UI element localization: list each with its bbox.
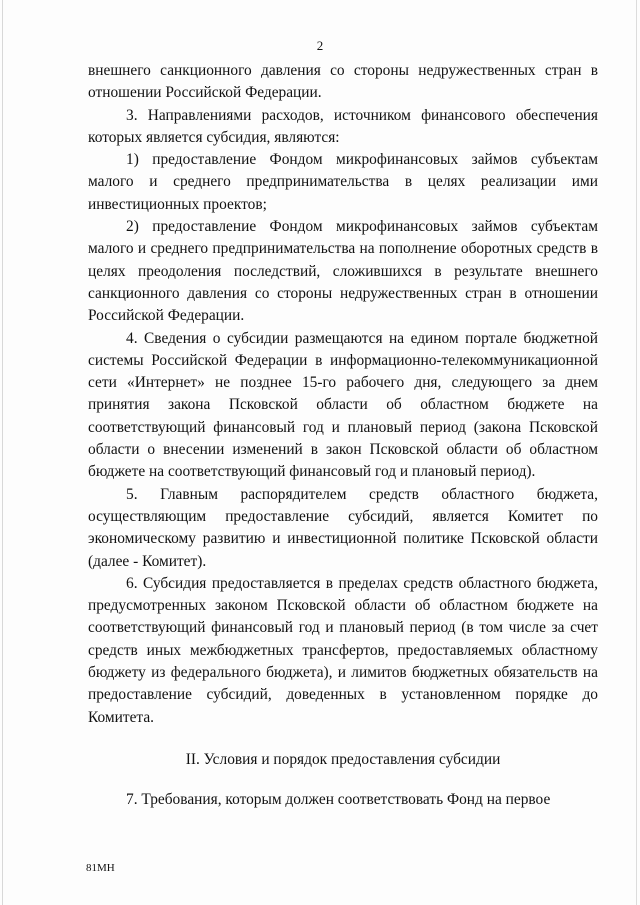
- paragraph-continuation: внешнего санкционного давления со стороны недружественных стран в отношении Российской Федерации.: [88, 62, 598, 102]
- paragraph-5: 5. Главным распорядителем средств областного бюджета, осуществляющим предоставление субсидий, является Комитет по экономическому развитию и инвестиционной политике Псковской области (далее - Комитет).: [88, 485, 598, 570]
- page-number: 2: [316, 38, 324, 53]
- paragraph-4: 4. Сведения о субсидии размещаются на едином портале бюджетной системы Российской Федерации в информационно-телекоммуникационной сети «Интернет» не позднее 15-го рабочего дня, следующего за днем принятия закона Псковской области об областном бюджете на соответствующий финансовый год и плановый период (закона Псковской области о внесении изменений в закон Псковской области об областном бюджете на соответствующий финансовый год и плановый период).: [88, 329, 598, 481]
- section-heading: II. Условия и порядок предоставления субсидии: [185, 750, 501, 768]
- scan-edge-right: [636, 0, 637, 905]
- scan-edge-left: [2, 0, 3, 905]
- paragraph-7: 7. Требования, которым должен соответствовать Фонд на первое: [126, 791, 551, 809]
- footer-code: 81МН: [86, 862, 115, 874]
- document-body: [88, 60, 598, 812]
- paragraph-3: 3. Направлениями расходов, источником финансового обеспечения которых является субсидия, являются:: [88, 106, 598, 146]
- paragraph-6: 6. Субсидия предоставляется в пределах средств областного бюджета, предусмотренных законом Псковской области об областном бюджете на соответствующий финансовый год и плановый период (в том числе за счет средств иных межбюджетных трансфертов, предоставляемых областному бюджету из федерального бюджета), и лимитов бюджетных обязательств на предоставление субсидий, доведенных в установленном порядке до Комитета.: [88, 574, 598, 726]
- paragraph-3-item-2: 2) предоставление Фондом микрофинансовых займов субъектам малого и среднего предпринимательства на пополнение оборотных средств в целях преодоления последствий, сложившихся в результате внешнего санкционного давления со стороны недружественных стран в отношении Российской Федерации.: [88, 218, 598, 325]
- paragraph-3-item-1: 1) предоставление Фондом микрофинансовых займов субъектам малого и среднего предпринимательства в целях реализации ими инвестиционных проектов;: [88, 151, 598, 213]
